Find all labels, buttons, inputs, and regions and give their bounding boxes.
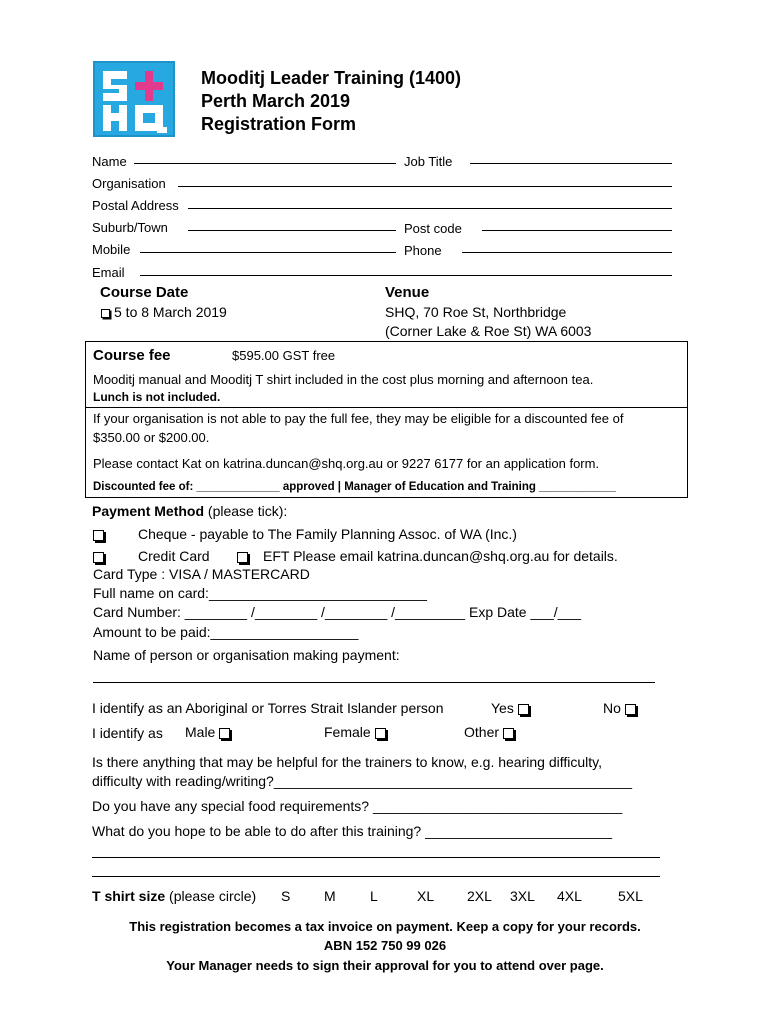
hope-answer-line-1[interactable] [92, 857, 660, 858]
tshirt-size-l[interactable]: L [370, 888, 378, 904]
identify-as-label: I identify as [92, 725, 163, 741]
fee-box-divider [85, 407, 688, 408]
female-option[interactable] [324, 725, 390, 739]
discount-line-2: $350.00 or $200.00. [93, 430, 210, 445]
credit-card-label: Credit Card [138, 548, 210, 564]
hope-answer-line-2[interactable] [92, 876, 660, 877]
tshirt-size-5xl[interactable]: 5XL [618, 888, 643, 904]
title-line-1: Mooditj Leader Training (1400) [201, 68, 462, 88]
organisation-field[interactable] [178, 186, 672, 187]
other-option[interactable] [464, 725, 518, 739]
course-date-value: 5 to 8 March 2019 [114, 304, 227, 320]
checkbox-icon[interactable] [93, 552, 104, 563]
checkbox-icon[interactable] [503, 728, 514, 739]
other-label: Other [464, 724, 500, 740]
cheque-option[interactable] [93, 527, 108, 541]
checkbox-icon[interactable] [375, 728, 386, 739]
card-number[interactable]: Card Number: ________ /________ /________ /_________ Exp Date ___/___ [93, 604, 582, 620]
hope-question[interactable]: What do you hope to be able to do after this training? ________________________ [92, 823, 612, 839]
card-type: Card Type : VISA / MASTERCARD [93, 566, 310, 582]
lunch-note: Lunch is not included. [93, 390, 221, 404]
full-name-on-card[interactable]: Full name on card:____________________________ [93, 585, 427, 601]
payment-heading-label: Payment Method [92, 503, 205, 519]
tshirt-label-row [92, 889, 256, 903]
payer-label: Name of person or organisation making payment: [93, 647, 400, 663]
checkbox-icon[interactable] [93, 530, 104, 541]
phone-label: Phone [404, 243, 442, 258]
mobile-label: Mobile [92, 242, 131, 257]
aboriginal-question: I identify as an Aboriginal or Torres Strait Islander person [92, 700, 444, 716]
job-title-label: Job Title [404, 154, 453, 169]
checkbox-icon[interactable] [237, 552, 248, 563]
form-title [201, 67, 461, 136]
checkbox-icon[interactable] [101, 309, 110, 318]
payment-heading [92, 504, 287, 518]
tshirt-label: T shirt size [92, 888, 166, 904]
male-label: Male [185, 724, 216, 740]
organisation-label: Organisation [92, 176, 166, 191]
mobile-field[interactable] [140, 252, 396, 253]
male-option[interactable] [185, 725, 234, 739]
post-code-label: Post code [404, 221, 462, 236]
postal-address-label: Postal Address [92, 198, 179, 213]
title-line-3: Registration Form [201, 114, 357, 134]
email-field[interactable] [140, 275, 672, 276]
title-line-2: Perth March 2019 [201, 91, 351, 111]
discounted-fee-approval: Discounted fee of: _____________ approved | Manager of Education and Training ____________ [93, 481, 616, 493]
name-field[interactable] [134, 163, 396, 164]
tshirt-size-2xl[interactable]: 2XL [467, 888, 492, 904]
credit-card-option[interactable] [93, 549, 108, 563]
contact-text: Please contact Kat on katrina.duncan@shq.org.au or 9227 6177 for an application form. [93, 456, 600, 471]
footer-tax-invoice: This registration becomes a tax invoice on payment. Keep a copy for your records. [129, 919, 641, 934]
name-label: Name [92, 154, 127, 169]
helpful-question-line-1: Is there anything that may be helpful for the trainers to know, e.g. hearing difficulty, [92, 754, 602, 770]
eft-option[interactable] [237, 549, 252, 563]
tshirt-size-m[interactable]: M [324, 888, 336, 904]
venue-line-2: (Corner Lake & Roe St) WA 6003 [385, 323, 592, 339]
email-label: Email [92, 265, 125, 280]
tshirt-size-3xl[interactable]: 3XL [510, 888, 535, 904]
female-label: Female [324, 724, 371, 740]
checkbox-icon[interactable] [518, 704, 529, 715]
postal-address-field[interactable] [188, 208, 672, 209]
discount-line-1: If your organisation is not able to pay the full fee, they may be eligible for a discounted fee of [93, 411, 624, 426]
payment-heading-note: (please tick): [207, 503, 288, 519]
tshirt-size-4xl[interactable]: 4XL [557, 888, 582, 904]
suburb-field[interactable] [188, 230, 396, 231]
cheque-label: Cheque - payable to The Family Planning Assoc. of WA (Inc.) [138, 526, 517, 542]
fee-included-text: Mooditj manual and Mooditj T shirt included in the cost plus morning and afternoon tea. [93, 372, 594, 387]
course-date-heading: Course Date [100, 284, 189, 301]
course-date-option[interactable] [101, 305, 227, 319]
phone-field[interactable] [462, 252, 672, 253]
tshirt-note: (please circle) [169, 888, 257, 904]
job-title-field[interactable] [470, 163, 672, 164]
tshirt-size-s[interactable]: S [281, 888, 291, 904]
venue-line-1: SHQ, 70 Roe St, Northbridge [385, 304, 567, 320]
amount-to-be-paid[interactable]: Amount to be paid:___________________ [93, 624, 359, 640]
no-label: No [603, 700, 621, 716]
shq-logo [93, 61, 175, 137]
footer-abn: ABN 152 750 99 026 [323, 938, 447, 953]
food-question[interactable]: Do you have any special food requirements? ________________________________ [92, 798, 623, 814]
checkbox-icon[interactable] [625, 704, 636, 715]
suburb-label: Suburb/Town [92, 220, 168, 235]
post-code-field[interactable] [482, 230, 672, 231]
payer-field[interactable] [93, 682, 655, 683]
eft-label: EFT Please email katrina.duncan@shq.org.au for details. [263, 548, 618, 564]
venue-heading: Venue [385, 284, 430, 301]
course-fee-label: Course fee [93, 347, 171, 364]
shq-logo-glyph [95, 63, 173, 135]
checkbox-icon[interactable] [219, 728, 230, 739]
aboriginal-yes-option[interactable] [491, 701, 533, 715]
yes-label: Yes [491, 700, 514, 716]
tshirt-size-xl[interactable]: XL [417, 888, 435, 904]
aboriginal-no-option[interactable] [603, 701, 640, 715]
footer-manager-approval: Your Manager needs to sign their approval for you to attend over page. [166, 958, 604, 973]
helpful-question-line-2[interactable]: difficulty with reading/writing?______________________________________________ [92, 773, 632, 789]
course-fee-amount: $595.00 GST free [232, 348, 336, 363]
